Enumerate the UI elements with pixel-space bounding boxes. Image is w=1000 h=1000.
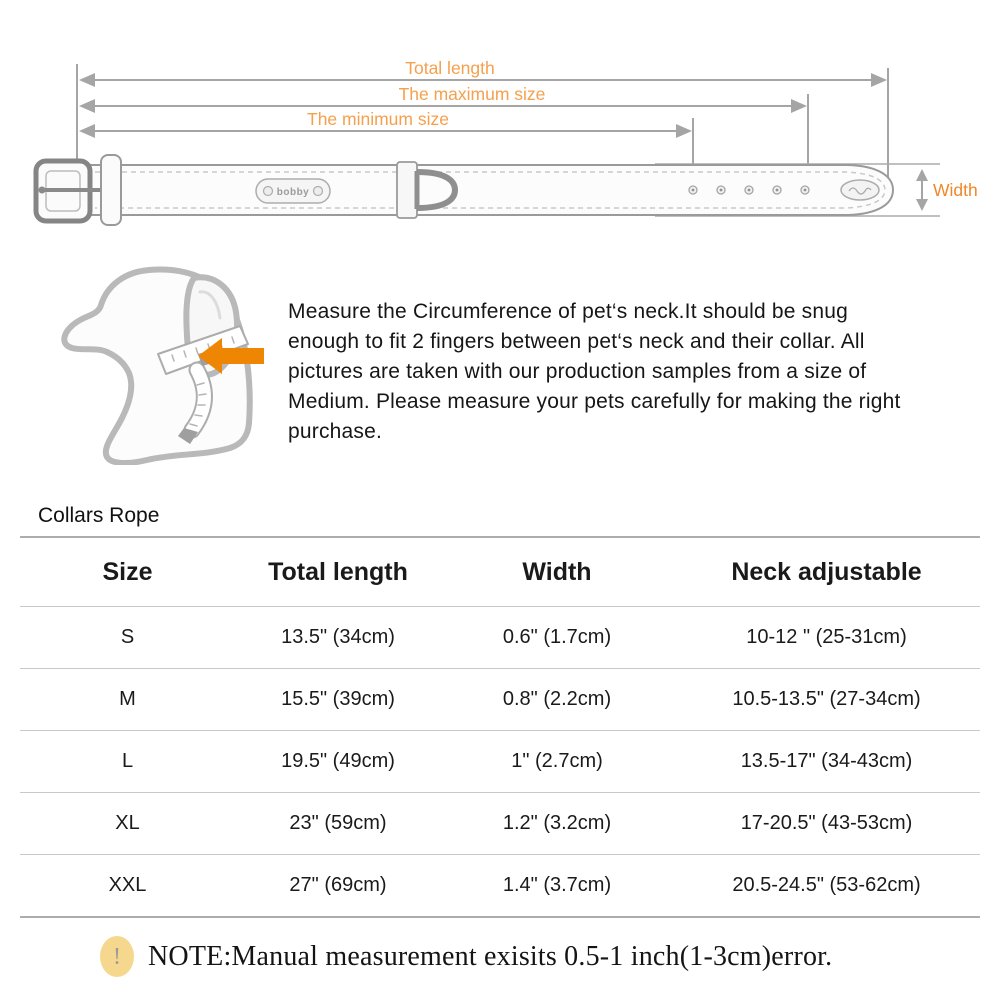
width-label: Width <box>933 180 978 200</box>
column-header-total-length: Total length <box>235 537 441 607</box>
cell-width: 1.2" (3.2cm) <box>441 793 673 855</box>
cell-size: L <box>20 731 235 793</box>
note-row <box>100 936 832 977</box>
maximum-size-label: The maximum size <box>398 84 546 104</box>
cell-width: 0.8" (2.2cm) <box>441 669 673 731</box>
rivet <box>264 187 273 196</box>
exclamation-glyph: ! <box>113 943 121 970</box>
cell-neck-adjustable: 13.5-17" (34-43cm) <box>673 731 980 793</box>
collar-measurement-diagram <box>0 0 1000 250</box>
width-arrow <box>916 169 978 211</box>
cell-total-length: 27" (69cm) <box>235 855 441 918</box>
cell-width: 1" (2.7cm) <box>441 731 673 793</box>
column-header-width: Width <box>441 537 673 607</box>
cell-total-length: 19.5" (49cm) <box>235 731 441 793</box>
cell-total-length: 23" (59cm) <box>235 793 441 855</box>
table-row-m <box>20 669 980 731</box>
tip-tag <box>841 180 879 200</box>
brand-plate-text: bobby <box>276 187 310 198</box>
note-text: NOTE:Manual measurement exisits 0.5-1 inch(1-3cm)error. <box>148 940 833 972</box>
dog-illustration <box>52 260 287 465</box>
exclamation-icon <box>100 936 134 977</box>
minimum-size-arrow <box>79 109 692 138</box>
cell-neck-adjustable: 20.5-24.5" (53-62cm) <box>673 855 980 918</box>
table-row-s <box>20 607 980 669</box>
cell-neck-adjustable: 10.5-13.5" (27-34cm) <box>673 669 980 731</box>
size-table <box>20 536 980 918</box>
cell-width: 1.4" (3.7cm) <box>441 855 673 918</box>
total-length-arrow <box>79 58 887 87</box>
cell-neck-adjustable: 10-12 " (25-31cm) <box>673 607 980 669</box>
minimum-size-label: The minimum size <box>307 109 449 129</box>
rivet <box>314 187 323 196</box>
cell-neck-adjustable: 17-20.5" (43-53cm) <box>673 793 980 855</box>
collar-illustration <box>36 155 893 225</box>
table-row-xxl <box>20 855 980 918</box>
cell-width: 0.6" (1.7cm) <box>441 607 673 669</box>
cell-total-length: 15.5" (39cm) <box>235 669 441 731</box>
measure-instructions: Measure the Circumference of pet‘s neck.It should be snug enough to fit 2 fingers between pet‘s neck and their collar. All pictures are taken with our production samples from a size of Medium. Please measure your pets carefully for making the right purchase. <box>288 300 901 443</box>
table-header-row <box>20 537 980 607</box>
cell-total-length: 13.5" (34cm) <box>235 607 441 669</box>
cell-size: S <box>20 607 235 669</box>
total-length-label: Total length <box>405 58 495 78</box>
table-row-xl <box>20 793 980 855</box>
column-header-size: Size <box>20 537 235 607</box>
cell-size: XL <box>20 793 235 855</box>
cell-size: XXL <box>20 855 235 918</box>
brand-plate <box>256 179 330 203</box>
buckle <box>36 161 100 221</box>
cell-size: M <box>20 669 235 731</box>
keeper-loop <box>101 155 121 225</box>
table-row-l <box>20 731 980 793</box>
column-header-neck-adjustable: Neck adjustable <box>673 537 980 607</box>
table-caption: Collars Rope <box>38 504 160 527</box>
